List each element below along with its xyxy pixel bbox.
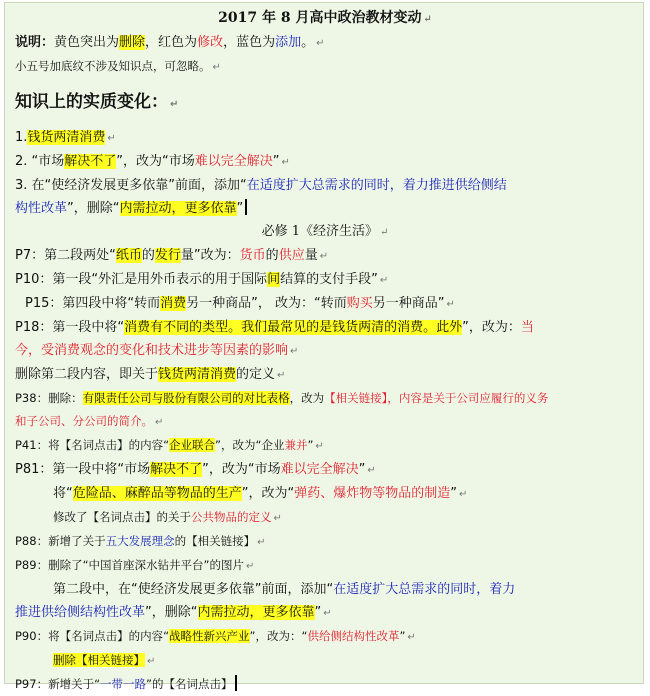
- paragraph-mark-icon: ↵: [147, 656, 156, 667]
- paragraph-mark-icon: ↵: [319, 251, 329, 262]
- paragraph-mark-icon: ↵: [273, 513, 282, 524]
- legend-line: 说明：黄色突出为删除，红色为修改，蓝色为添加。 ↵: [15, 35, 325, 50]
- note-line: 小五号加底纹不涉及知识点，可忽略。 ↵: [15, 59, 221, 73]
- paragraph-mark-icon: ↵: [107, 133, 116, 144]
- paragraph-mark-icon: ↵: [379, 275, 389, 286]
- paragraph-mark-icon: ↵: [316, 38, 325, 49]
- text-cursor: [245, 199, 247, 215]
- paragraph-mark-icon: ↵: [323, 608, 332, 619]
- page-change-p89-cont: 推进供给侧结构性改革”，删除“内需拉动，更多依靠” ↵: [15, 605, 332, 620]
- paragraph-mark-icon: ↵: [245, 561, 255, 572]
- paragraph-mark-icon: ↵: [446, 299, 455, 310]
- change-item-3-cont: 构性改革”，删除“内需拉动，更多依靠”: [15, 197, 635, 220]
- paragraph-mark-icon: ↵: [212, 62, 221, 73]
- page-change-p89-add: 第二段中，在“使经济发展更多依靠”前面，添加“在适度扩大总需求的同时，着力: [53, 582, 516, 597]
- page-change-p81-replace: 将“危险品、麻醉品等物品的生产”，改为“弹药、爆炸物等物品的制造” ↵: [53, 486, 468, 501]
- page-change-p81-modify: 修改了【名词点击】的关于公共物品的定义 ↵: [53, 510, 282, 524]
- paragraph-mark-icon: ↵: [315, 441, 324, 452]
- page-change-p90: P90：将【名词点击】的内容“战略性新兴产业”，改为：“供给侧结构性改革” ↵: [15, 629, 416, 643]
- paragraph-mark-icon: ↵: [257, 537, 266, 548]
- page-change-p10: P10：第一段“外汇是用外币表示的用于国际间结算的支付手段” ↵: [15, 272, 389, 287]
- page-change-p7: P7：第二段两处“纸币的发行量”改为：货币的供应量 ↵: [15, 248, 329, 263]
- change-item-1: 1.钱货两清消费 ↵: [15, 130, 116, 145]
- paragraph-mark-icon: ↵: [459, 489, 468, 500]
- paragraph-mark-icon: ↵: [277, 370, 286, 381]
- page-change-p18: P18：第一段中将“消费有不同的类型。我们最常见的是钱货两清的消费。此外”，改为：当: [15, 320, 534, 335]
- page-change-p38-cont: 和子公司、分公司的简介。 ↵: [15, 414, 164, 428]
- add-legend: 添加: [275, 35, 302, 50]
- paragraph-mark-icon: ↵: [170, 99, 179, 110]
- paragraph-mark-icon: ↵: [423, 14, 432, 25]
- paragraph-mark-icon: ↵: [281, 157, 290, 168]
- book-heading: 必修 1《经济生活》 ↵: [261, 224, 389, 239]
- page-change-p41: P41：将【名词点击】的内容“企业联合”，改为“企业兼并” ↵: [15, 438, 324, 452]
- page-change-p90-delete: 删除【相关链接】 ↵: [53, 653, 156, 667]
- modify-legend: 修改: [197, 35, 224, 50]
- text-cursor: [235, 675, 237, 691]
- page-change-p15: P15：第四段中将“转而消费另一种商品”， 改为：“转而购买另一种商品” ↵: [25, 296, 455, 311]
- section-heading: 知识上的实质变化： ↵: [15, 92, 179, 112]
- page-change-p88: P88：新增了关于五大发展理念的【相关链接】 ↵: [15, 534, 266, 548]
- page-change-p18-delete: 删除第二段内容，即关于钱货两清消费的定义 ↵: [15, 367, 286, 382]
- paragraph-mark-icon: ↵: [380, 227, 389, 238]
- page-change-p97: P97：新增关于“一带一路”的【名词点击】: [15, 673, 635, 696]
- page-change-p89: P89：删除了“中国首座深水钻井平台”的图片 ↵: [15, 558, 255, 572]
- delete-legend: 删除: [119, 35, 146, 50]
- document-title: 2017 年 8 月高中政治教材变动 ↵: [218, 10, 432, 26]
- paragraph-mark-icon: ↵: [155, 417, 164, 428]
- paragraph-mark-icon: ↵: [407, 632, 416, 643]
- paragraph-mark-icon: ↵: [290, 346, 299, 357]
- paragraph-mark-icon: ↵: [367, 465, 376, 476]
- change-item-2: 2. “市场解决不了”，改为“市场难以完全解决” ↵: [15, 154, 290, 169]
- document-page: [4, 2, 644, 691]
- page-change-p38: P38：删除：有限责任公司与股份有限公司的对比表格，改为【相关链接】，内容是关于公司应履行的义务: [15, 391, 549, 405]
- change-item-3: 3. 在“使经济发展更多依靠”前面，添加“在适度扩大总需求的同时，着力推进供给侧结: [15, 178, 507, 193]
- page-change-p81: P81：第一段中将“市场解决不了”，改为“市场难以完全解决” ↵: [15, 462, 376, 477]
- page-change-p18-cont: 今，受消费观念的变化和技术进步等因素的影响 ↵: [15, 343, 299, 358]
